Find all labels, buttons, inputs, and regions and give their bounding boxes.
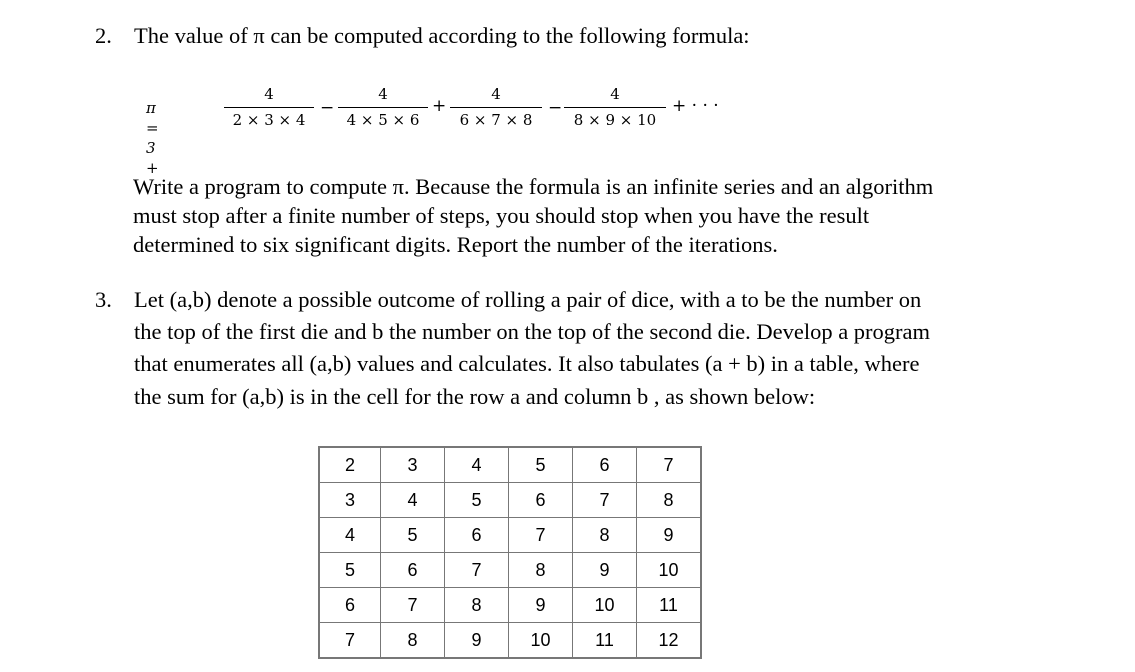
table-cell: 9 bbox=[637, 518, 702, 553]
dice-sum-table bbox=[318, 446, 702, 659]
table-cell: 7 bbox=[573, 483, 637, 518]
fraction-bar bbox=[224, 107, 314, 108]
table-row bbox=[319, 447, 701, 483]
table-cell: 10 bbox=[573, 588, 637, 623]
table-cell: 8 bbox=[381, 623, 445, 659]
table-cell: 11 bbox=[573, 623, 637, 659]
table-cell: 3 bbox=[381, 447, 445, 483]
formula-operator-minus: − bbox=[320, 98, 335, 118]
term-1-denominator: 2 × 3 × 4 bbox=[232, 111, 306, 129]
problem-3-body-line-3: that enumerates all (a,b) values and calculates. It also tabulates (a + b) in a table, where bbox=[134, 351, 920, 376]
term-4-numerator: 4 bbox=[610, 85, 620, 103]
table-cell: 7 bbox=[319, 623, 381, 659]
table-cell: 9 bbox=[573, 553, 637, 588]
table-cell: 9 bbox=[509, 588, 573, 623]
table-cell: 7 bbox=[509, 518, 573, 553]
table-cell: 5 bbox=[445, 483, 509, 518]
formula-operator-plus: + bbox=[432, 96, 447, 116]
table-row bbox=[319, 553, 701, 588]
table-cell: 6 bbox=[381, 553, 445, 588]
problem-2-heading-suffix: can be computed according to the following formula: bbox=[264, 23, 750, 48]
term-4-denominator: 8 × 9 × 10 bbox=[573, 111, 657, 129]
table-cell: 7 bbox=[381, 588, 445, 623]
formula-operator-minus: − bbox=[548, 98, 563, 118]
problem-2-heading-prefix: The value of bbox=[134, 23, 254, 48]
formula-lhs: π = 3 + bbox=[146, 99, 159, 177]
problem-2-heading bbox=[134, 20, 750, 51]
problem-3-body-line-1: Let (a,b) denote a possible outcome of rolling a pair of dice, with a to be the number on bbox=[134, 287, 922, 312]
table-row bbox=[319, 588, 701, 623]
table-cell: 3 bbox=[319, 483, 381, 518]
problem-2-body-line-2: must stop after a finite number of steps, you should stop when you have the result bbox=[133, 203, 870, 228]
problem-3-body-line-2: the top of the first die and b the number on the top of the second die. Develop a program bbox=[134, 319, 931, 344]
table-cell: 9 bbox=[445, 623, 509, 659]
table-cell: 4 bbox=[381, 483, 445, 518]
term-2-denominator: 4 × 5 × 6 bbox=[346, 111, 420, 129]
pi-symbol: π bbox=[253, 23, 265, 48]
formula-operator-plus-ellipsis: + · · · bbox=[672, 96, 719, 116]
series-term-2 bbox=[338, 84, 428, 130]
table-cell: 5 bbox=[319, 553, 381, 588]
table-cell: 5 bbox=[509, 447, 573, 483]
problem-2-number: 2. bbox=[95, 23, 112, 48]
series-term-1 bbox=[224, 84, 314, 130]
table-cell: 6 bbox=[319, 588, 381, 623]
table-cell: 8 bbox=[445, 588, 509, 623]
term-3-numerator: 4 bbox=[491, 85, 501, 103]
table-row bbox=[319, 623, 701, 659]
table-row bbox=[319, 483, 701, 518]
table-cell: 5 bbox=[381, 518, 445, 553]
table-cell: 7 bbox=[445, 553, 509, 588]
fraction-bar bbox=[564, 107, 666, 108]
problem-3-number: 3. bbox=[95, 287, 112, 312]
table-cell: 8 bbox=[637, 483, 702, 518]
table-row bbox=[319, 518, 701, 553]
problem-2-body-line-1: Write a program to compute π. Because the formula is an infinite series and an algorithm bbox=[133, 174, 934, 199]
fraction-bar bbox=[450, 107, 542, 108]
problem-2-body-line-3: determined to six significant digits. Report the number of the iterations. bbox=[133, 232, 778, 257]
term-3-denominator: 6 × 7 × 8 bbox=[459, 111, 533, 129]
series-term-3 bbox=[450, 84, 542, 130]
table-cell: 12 bbox=[637, 623, 702, 659]
table-cell: 8 bbox=[509, 553, 573, 588]
table-cell: 10 bbox=[637, 553, 702, 588]
table-cell: 6 bbox=[445, 518, 509, 553]
table-cell: 7 bbox=[637, 447, 702, 483]
table-cell: 10 bbox=[509, 623, 573, 659]
table-cell: 2 bbox=[319, 447, 381, 483]
table-cell: 8 bbox=[573, 518, 637, 553]
term-2-numerator: 4 bbox=[378, 85, 388, 103]
table-cell: 4 bbox=[319, 518, 381, 553]
term-1-numerator: 4 bbox=[264, 85, 274, 103]
table-cell: 6 bbox=[509, 483, 573, 518]
table-cell: 11 bbox=[637, 588, 702, 623]
series-term-4 bbox=[564, 84, 666, 130]
table-cell: 6 bbox=[573, 447, 637, 483]
table-cell: 4 bbox=[445, 447, 509, 483]
fraction-bar bbox=[338, 107, 428, 108]
problem-3-body-line-4: the sum for (a,b) is in the cell for the row a and column b , as shown below: bbox=[134, 384, 816, 409]
